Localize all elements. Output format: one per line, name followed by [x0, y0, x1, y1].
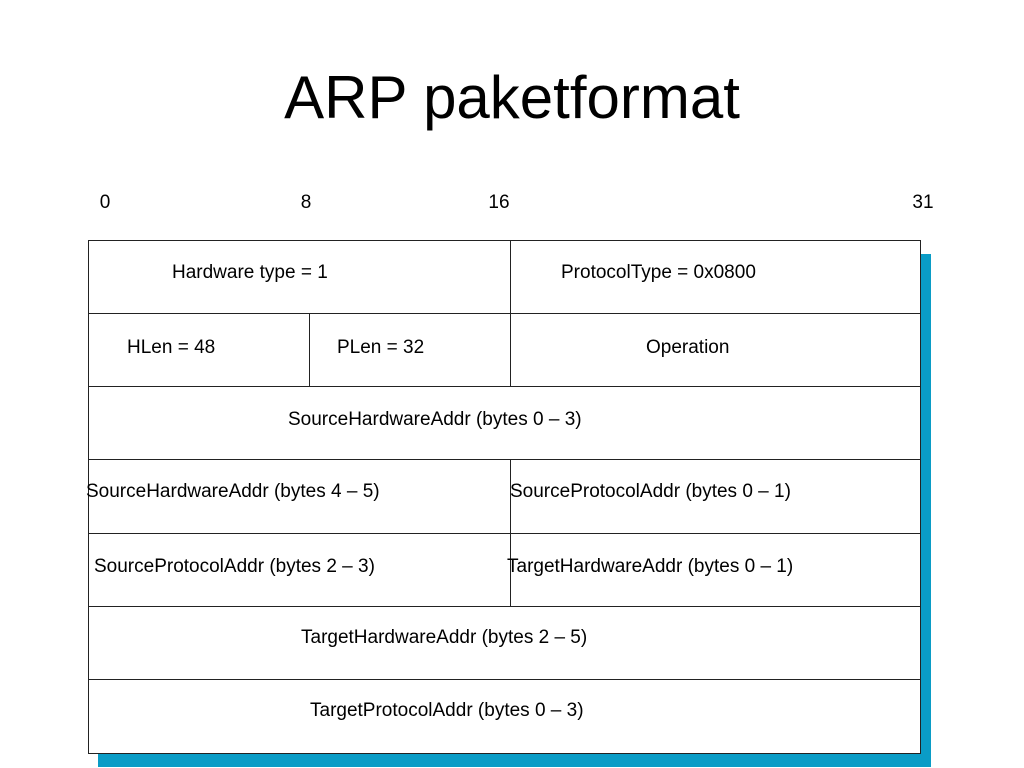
field-hardware-type: Hardware type = 1: [172, 262, 328, 283]
row-divider: [89, 533, 920, 534]
bit-position-31: 31: [912, 192, 934, 213]
field-source-hardware-addr-0-3: SourceHardwareAddr (bytes 0 – 3): [288, 409, 582, 430]
field-protocol-type: ProtocolType = 0x0800: [561, 262, 756, 283]
row-divider: [89, 679, 920, 680]
field-hlen: HLen = 48: [127, 337, 216, 358]
row-divider: [89, 386, 920, 387]
row-divider: [89, 459, 920, 460]
field-target-hardware-addr-2-5: TargetHardwareAddr (bytes 2 – 5): [301, 627, 588, 648]
field-plen: PLen = 32: [337, 337, 425, 358]
field-target-hardware-addr-0-1: TargetHardwareAddr (bytes 0 – 1): [507, 556, 794, 577]
bit-position-16: 16: [488, 192, 510, 213]
field-target-protocol-addr-0-3: TargetProtocolAddr (bytes 0 – 3): [310, 700, 584, 721]
field-source-protocol-addr-0-1: SourceProtocolAddr (bytes 0 – 1): [510, 481, 791, 502]
field-operation: Operation: [646, 337, 730, 358]
bit-position-0: 0: [99, 192, 111, 213]
slide-title: ARP paketformat: [284, 64, 740, 131]
column-divider-16: [510, 241, 511, 386]
arp-packet-table: [88, 240, 921, 754]
column-divider-8: [309, 313, 310, 386]
row-divider: [89, 606, 920, 607]
bit-position-8: 8: [300, 192, 312, 213]
field-source-hardware-addr-4-5: SourceHardwareAddr (bytes 4 – 5): [86, 481, 380, 502]
row-divider: [89, 313, 920, 314]
field-source-protocol-addr-2-3: SourceProtocolAddr (bytes 2 – 3): [94, 556, 375, 577]
